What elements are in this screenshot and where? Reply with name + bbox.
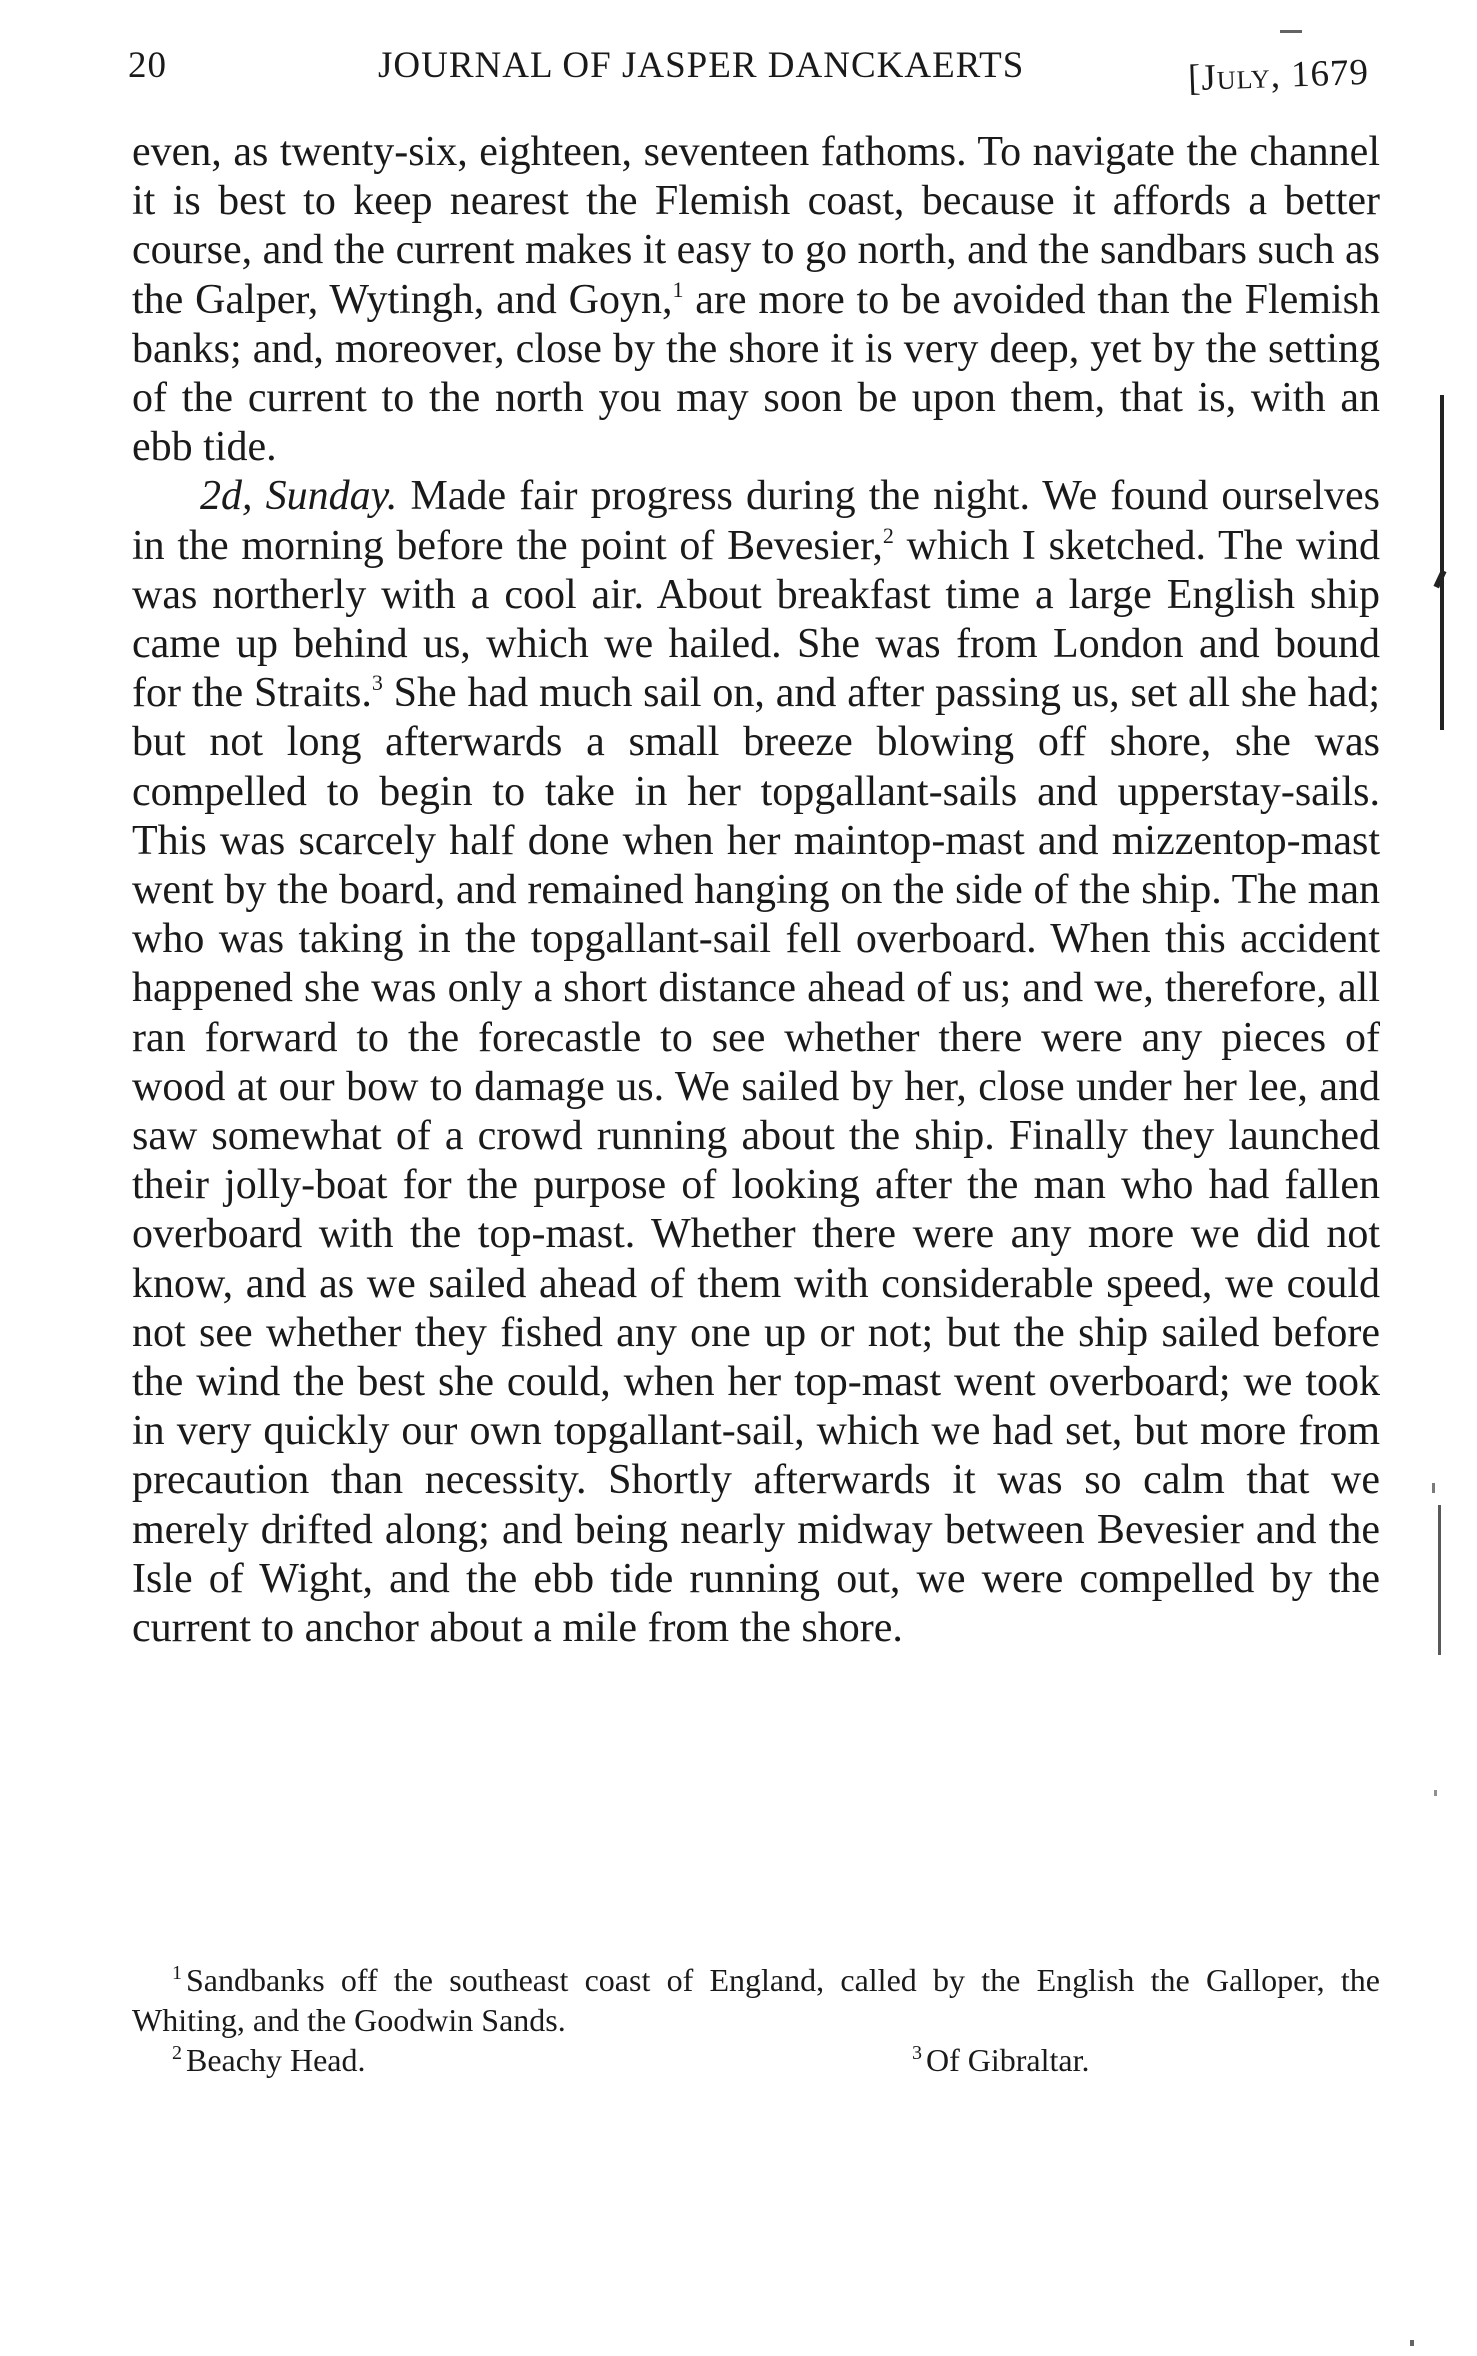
margin-scan-line (1438, 1505, 1441, 1655)
footnote-row (132, 2040, 1380, 2080)
footnote-1-text: Sandbanks off the southeast coast of England, called by the English the Galloper, the Whiting, and the Goodwin Sands. (132, 1962, 1380, 2038)
entry-date: 2d, Sunday. (200, 473, 398, 520)
margin-scan-dot (1432, 1483, 1435, 1493)
footnote-ref-1: 1 (672, 276, 684, 302)
footnote-3 (912, 2040, 1090, 2080)
footnote-1-mark: 1 (172, 1962, 182, 1984)
margin-scan-dot (1434, 1790, 1437, 1796)
header-date: [July, 1679 (1187, 51, 1370, 100)
header-scan-mark (1280, 30, 1302, 33)
footnote-ref-2: 2 (882, 522, 894, 548)
margin-scan-tick (1433, 570, 1446, 589)
paragraph-1 (132, 128, 1380, 472)
page-header (128, 38, 1378, 98)
paragraph-1-rest: are more to be avoided than the Flemish banks; and, moreover, close by the shore it is very deep, yet by the setting of the current to the north you may soon be upon them, that is, with an ebb tide. (132, 276, 1380, 471)
page-number: 20 (128, 45, 167, 86)
footnote-2 (172, 2040, 365, 2080)
margin-scan-line (1440, 395, 1444, 730)
paragraph-2-part-c: She had much sail on, and after passing us, set all she had; but not long afterwards a small breeze blowing off shore, she was compelled to begin to take in her topgallant-sails and upperstay-sails. This was scarcely half done when her maintop-mast and mizzentop-mast went by the board, and remained hanging on the side of the ship. The man who was taking in the topgallant-sail fell overboard. When this accident happened she was only a short distance ahead of us; and we, therefore, all ran forward to the forecastle to see whether there were any pieces of wood at our bow to damage us. We sailed by her, close under her lee, and saw somewhat of a crowd running about the ship. Finally they launched their jolly-boat for the purpose of looking after the man who had fallen overboard with the top-mast. Whether there were any more we did not know, and as we sailed ahead of them with considerable speed, we could not see whether they fished any one up or not; but the ship sailed before the wind the best she could, when her top-mast went overboard; we took in very quickly our own topgallant-sail, which we had set, but more from precaution than necessity. Shortly afterwards it was so calm that we merely drifted along; and being nearly midway between Bevesier and the Isle of Wight, and the ebb tide running out, we were compelled by the current to anchor about a mile from the shore. (132, 670, 1380, 1652)
footnote-ref-3: 3 (371, 670, 383, 696)
paragraph-2-part-a: Made fair progress during the night. We found ourselves in the morning before the point of Bevesier, (132, 473, 1381, 569)
footnote-2-mark: 2 (172, 2042, 182, 2064)
footnote-3-text: Of Gibraltar. (926, 2042, 1090, 2078)
footnote-1 (132, 1960, 1380, 2040)
footnote-3-mark: 3 (912, 2042, 922, 2064)
footnote-2-text: Beachy Head. (186, 2042, 366, 2078)
paragraph-1-text: even, as twenty-six, eighteen, seventeen fathoms. To navigate the channel it is best to keep nearest the Flemish coast, because it affords a better course, and the current makes it easy to go north, and the sandbars such as the Galper, Wytingh, and Goyn, (132, 129, 1380, 323)
footnotes (132, 1960, 1380, 2080)
body-text (132, 128, 1380, 1653)
running-title: JOURNAL OF JASPER DANCKAERTS (378, 45, 1025, 86)
paragraph-2-part-b: which I sketched. The wind was northerly with a cool air. About breakfast time a large English ship came up behind us, which we hailed. She was from London and bound for the Straits. (132, 522, 1380, 717)
paragraph-2 (132, 472, 1380, 1653)
margin-scan-dot (1410, 2340, 1414, 2346)
